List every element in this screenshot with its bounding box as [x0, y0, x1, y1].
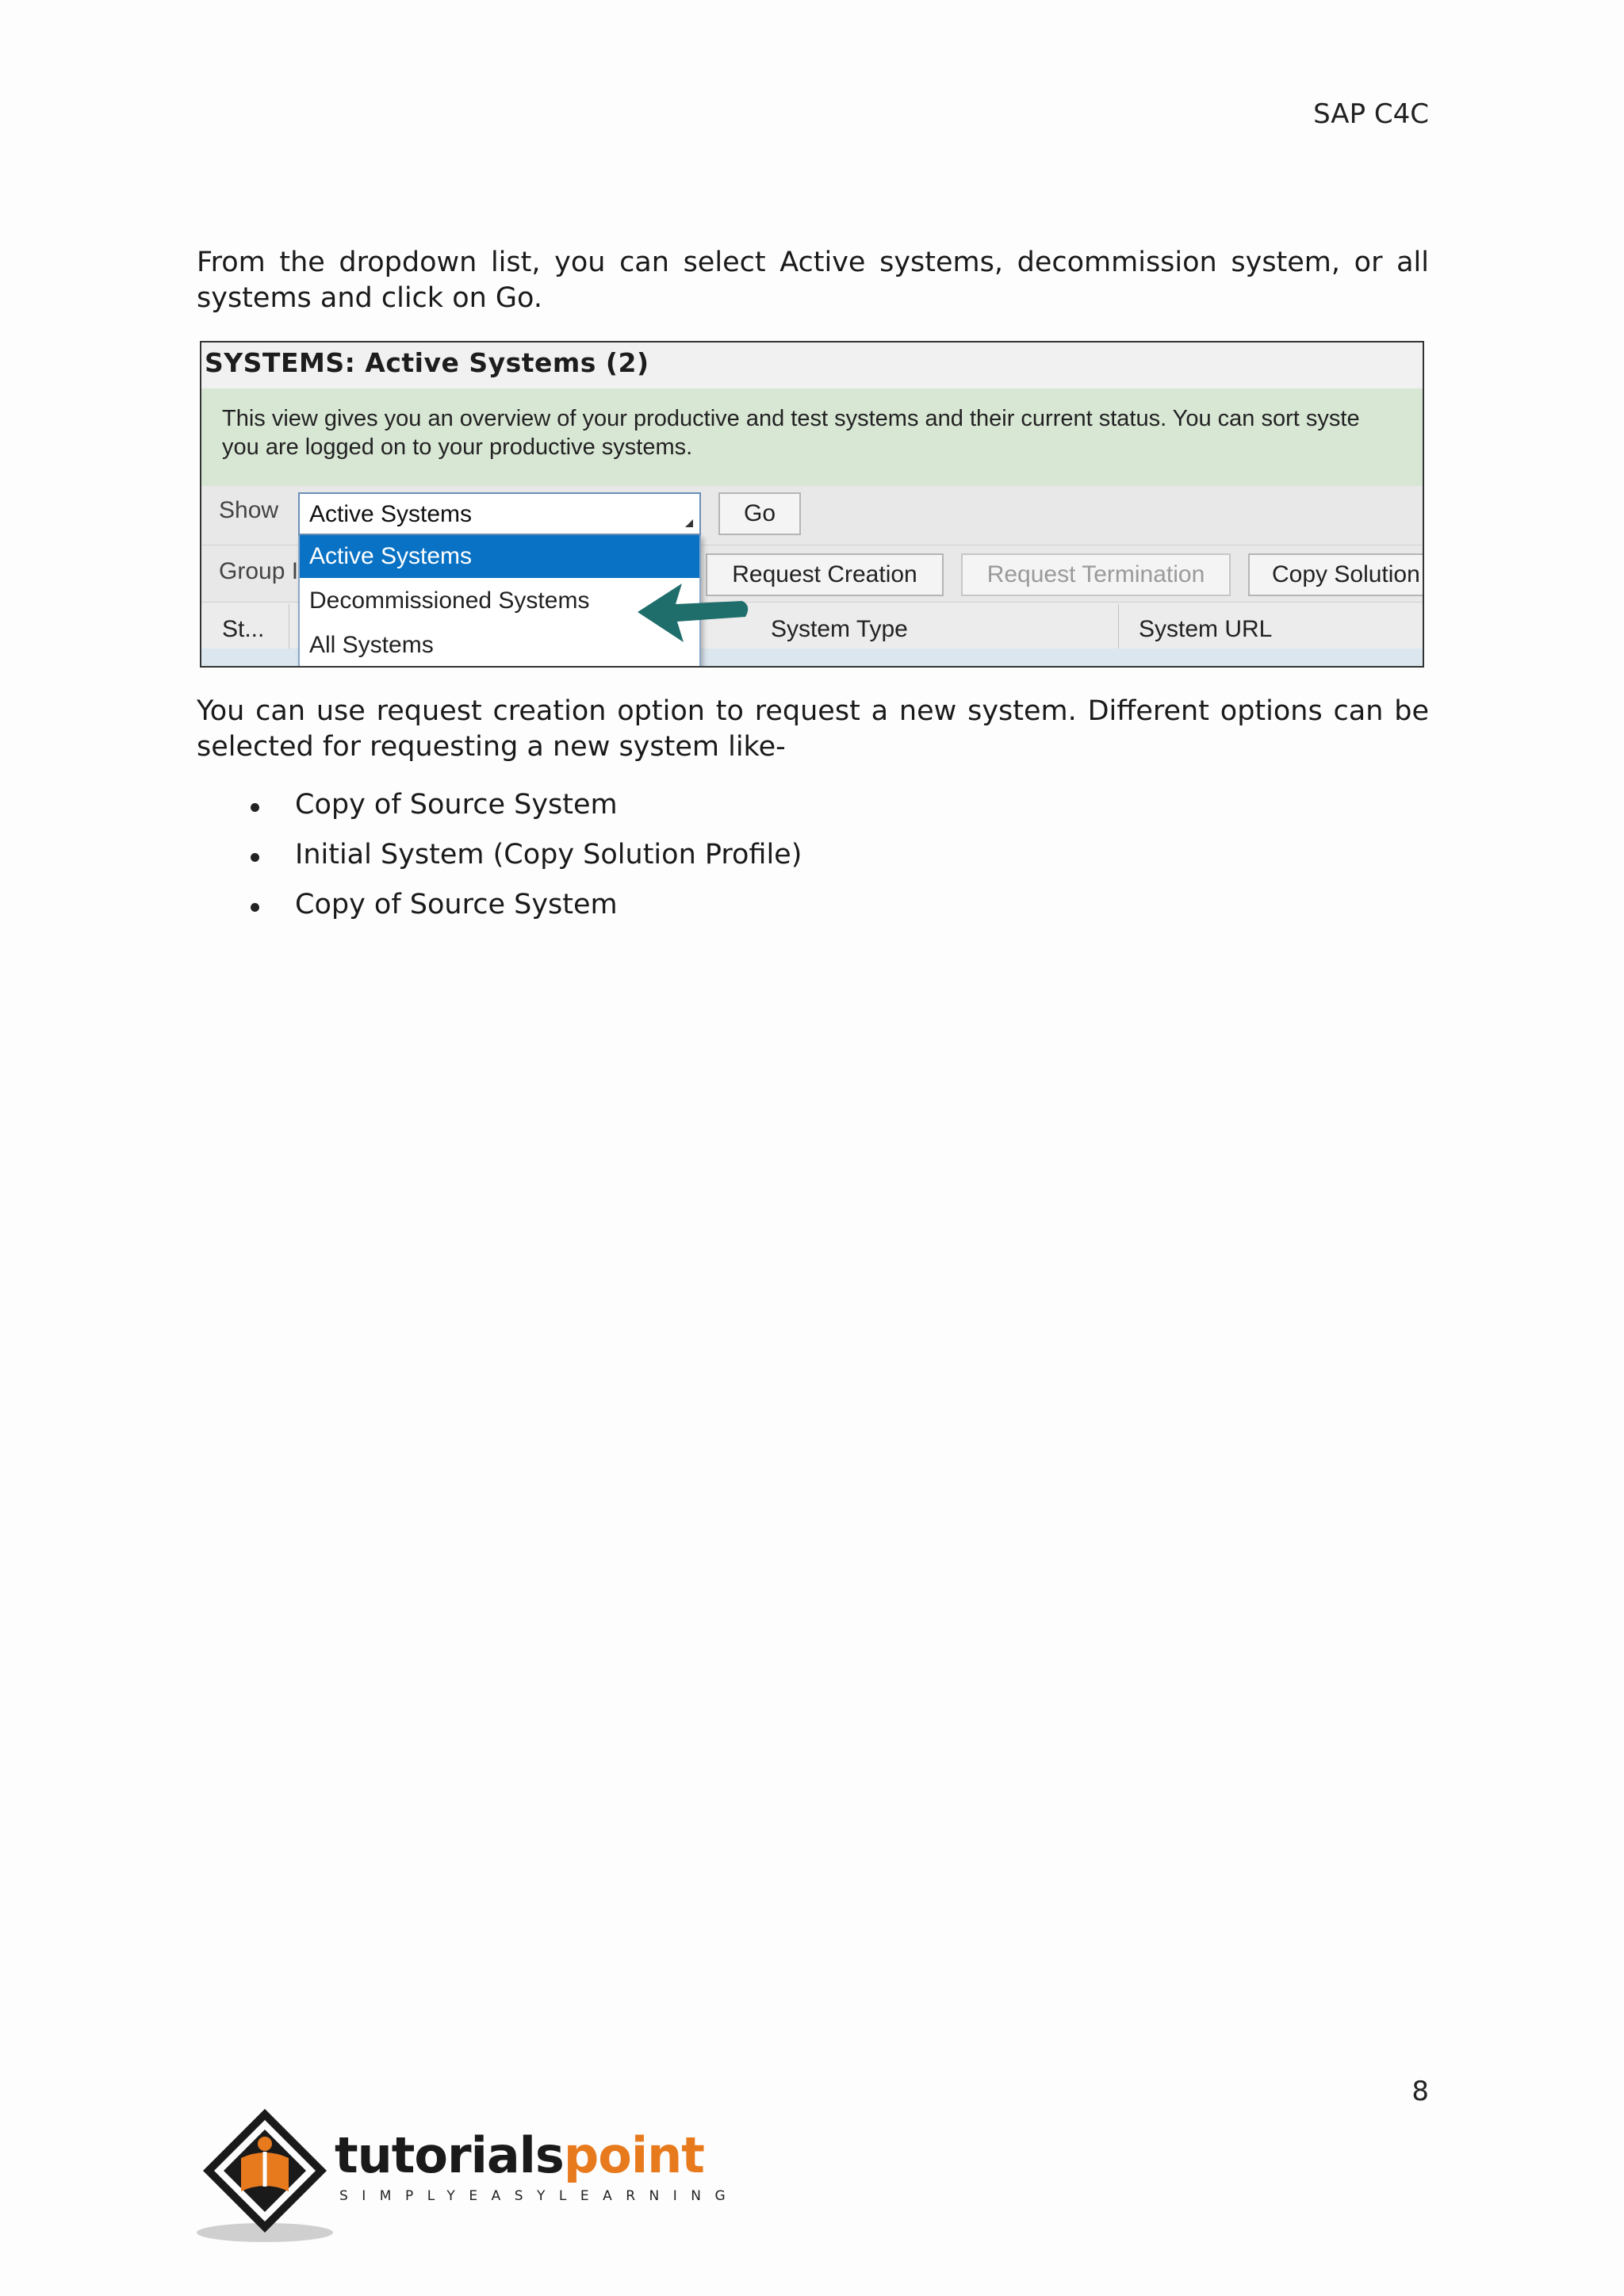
request-termination-button[interactable]: Request Termination — [961, 553, 1231, 596]
info-text-line-2: you are logged on to your productive systems. — [222, 434, 693, 460]
pointer-arrow-icon — [634, 579, 753, 650]
column-status[interactable]: St... — [222, 616, 265, 642]
info-banner — [201, 388, 1423, 486]
dropdown-option-active-systems[interactable] — [300, 535, 699, 578]
group-label: Group I — [219, 558, 299, 584]
list-item: Initial System (Copy Solution Profile) — [295, 839, 802, 871]
page-number: 8 — [1411, 2076, 1429, 2107]
intro-paragraph: From the dropdown list, you can select Active systems, decommission system, or all systems and click on Go. — [197, 247, 1429, 314]
request-creation-button[interactable]: Request Creation — [706, 553, 944, 596]
dropdown-caret-icon — [685, 519, 693, 527]
go-button[interactable]: Go — [718, 492, 801, 535]
systems-screenshot — [200, 341, 1424, 668]
column-system-type[interactable]: System Type — [771, 616, 908, 642]
show-dropdown[interactable] — [298, 492, 701, 535]
show-dropdown-value: Active Systems — [309, 501, 473, 527]
copy-solution-button[interactable]: Copy Solution — [1248, 553, 1424, 596]
info-text-line-1: This view gives you an overview of your productive and test systems and their current status. You can sort syste — [222, 406, 1360, 431]
bullet-icon — [251, 853, 259, 862]
column-divider — [1118, 604, 1119, 649]
dropdown-option-label: All Systems — [309, 632, 434, 658]
dropdown-option-label: Active Systems — [309, 543, 473, 569]
bullet-icon — [251, 903, 259, 912]
show-label: Show — [219, 497, 279, 523]
logo-wordmark: tutorialspoint — [335, 2126, 704, 2184]
tutorialspoint-logo — [195, 2103, 740, 2245]
request-paragraph: You can use request creation option to request a new system. Different options can be selected for requesting a new system like- — [197, 695, 1429, 763]
document-header-title: SAP C4C — [1313, 98, 1429, 130]
list-item: Copy of Source System — [295, 889, 618, 920]
dropdown-option-label: Decommissioned Systems — [309, 587, 590, 614]
logo-tagline: SIMPLYEASYLEARNING — [339, 2188, 740, 2204]
systems-view-title: SYSTEMS: Active Systems (2) — [205, 347, 649, 378]
logo-emblem-icon — [195, 2103, 338, 2245]
bullet-icon — [251, 803, 259, 812]
column-system-url[interactable]: System URL — [1139, 616, 1273, 642]
list-item: Copy of Source System — [295, 789, 618, 821]
